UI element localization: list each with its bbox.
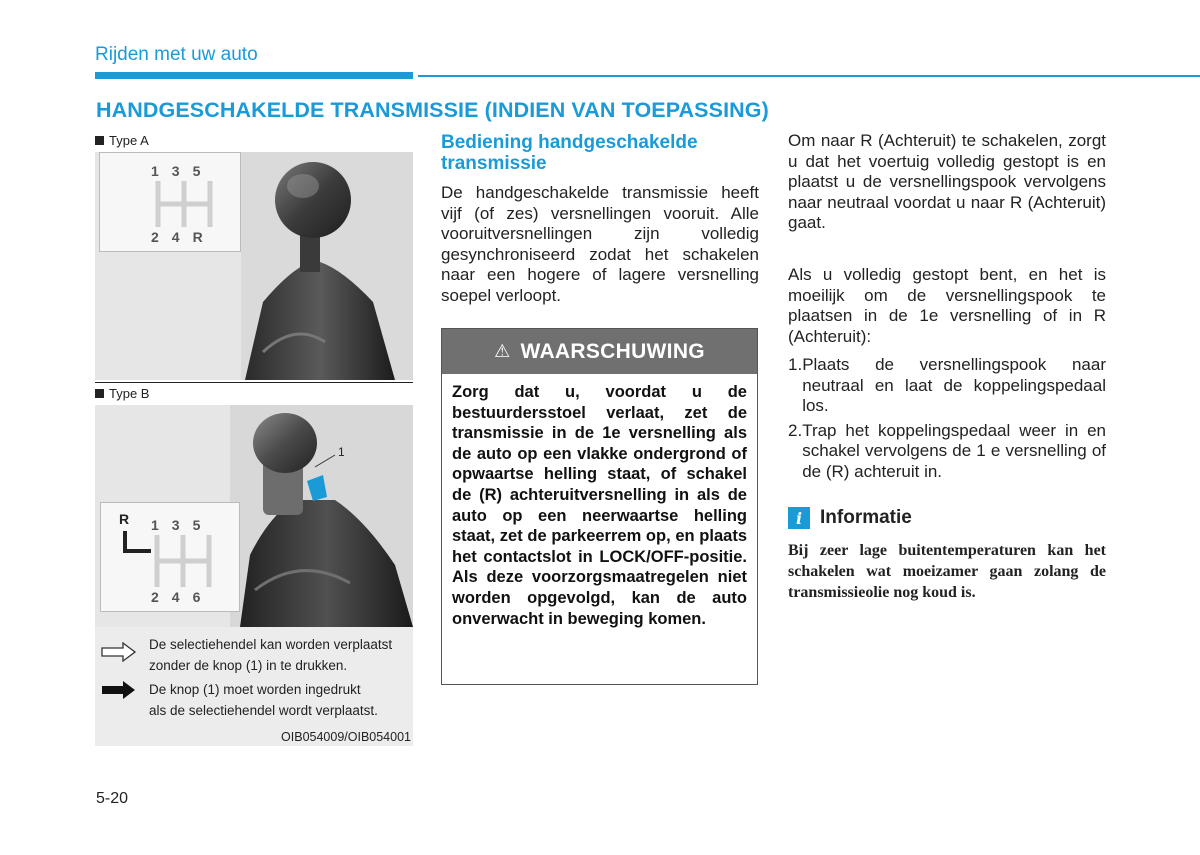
legend-text-outline: De selectiehendel kan worden verplaatst zonder de knop (1) in te drukken. bbox=[149, 637, 393, 673]
warning-text: Zorg dat u, voordat u de bestuurdersstoel verlaat, zet de transmissie in de 1e versnelling als de auto op een vlakke ondergrond of opwaartse helling staat, of schakel de (R) achteruitversnelling in als de auto op een neerwaartse helling staat, zet de parkeerrem op, en plaats het contactslot in LOCK/OFF-positie. Als deze voorzorgsmaatregelen niet worden opgevolgd, kan de auto onverwacht in beweging komen. bbox=[452, 383, 747, 628]
gear-label: 2 bbox=[151, 229, 172, 245]
header-rule-thin bbox=[418, 75, 1200, 77]
figure-label-type-a: Type A bbox=[95, 133, 149, 148]
info-text: Bij zeer lage buitentemperaturen kan het schakelen wat moeizamer gaan zolang de transmissieolie nog koud is. bbox=[788, 542, 1106, 601]
gear-label: 1 bbox=[151, 517, 172, 533]
figure-code: OIB054009/OIB054001 bbox=[281, 730, 411, 744]
page-title: HANDGESCHAKELDE TRANSMISSIE (INDIEN VAN TOEPASSING) bbox=[96, 98, 769, 122]
callout-label: 1 bbox=[338, 445, 345, 459]
gear-label: 1 bbox=[151, 163, 172, 179]
intro-paragraph: De handgeschakelde transmissie heeft vijf (of zes) versnellingen vooruit. Alle vooruitversnellingen zijn volledig gesynchroniseerd zodat het schakelen naar een hogere of lagere versnelling soepel verloopt. bbox=[441, 183, 759, 305]
page-number: 5-20 bbox=[96, 790, 129, 807]
header-rule-thick bbox=[95, 72, 413, 79]
gear-label: 2 bbox=[151, 589, 172, 605]
list-item: 1. Plaats de versnellingspook naar neutraal en laat de koppelingspedaal los. bbox=[788, 355, 1106, 415]
stuck-gear-paragraph: Als u volledig gestopt bent, en het is moeilijk om de versnellingspook te plaatsen in de 1e versnelling of in R (Achteruit): bbox=[788, 265, 1106, 346]
subsection-heading: Bediening handgeschakelde transmissie bbox=[441, 132, 698, 174]
gear-label: 5 bbox=[192, 517, 214, 533]
gear-label: 3 bbox=[171, 517, 193, 533]
shift-pattern-b bbox=[100, 502, 240, 612]
info-heading: i Informatie bbox=[788, 507, 912, 529]
gear-label: R bbox=[192, 229, 216, 245]
figure-legend bbox=[95, 627, 413, 746]
list-item: 2. Trap het koppelingspedaal weer in en schakel vervolgens de 1 e versnelling of de (R) achteruit in. bbox=[788, 420, 1106, 481]
figure-divider bbox=[95, 382, 413, 383]
gear-label: 5 bbox=[192, 163, 214, 179]
gear-label: 4 bbox=[171, 229, 193, 245]
outline-arrow-icon bbox=[101, 642, 137, 662]
solid-arrow-icon bbox=[101, 680, 137, 700]
steps-list bbox=[788, 355, 1106, 482]
info-icon: i bbox=[788, 507, 810, 529]
shift-pattern-a bbox=[99, 152, 241, 252]
warning-header: ⚠ WAARSCHUWING bbox=[442, 329, 757, 374]
gear-label: 6 bbox=[192, 589, 214, 605]
figure-type-a bbox=[95, 152, 413, 380]
reverse-paragraph: Om naar R (Achteruit) te schakelen, zorgt u dat het voertuig volledig gestopt is en plaatst u de versnellingspook vervolgens naar neutraal voordat u naar R (Achteruit) gaat. bbox=[788, 131, 1106, 232]
figure-label-type-b: Type B bbox=[95, 386, 149, 401]
warning-icon: ⚠ bbox=[494, 341, 511, 361]
warning-box bbox=[441, 328, 758, 685]
figure-type-b bbox=[95, 405, 413, 627]
gear-label: 3 bbox=[171, 163, 193, 179]
section-title: Rijden met uw auto bbox=[95, 44, 258, 65]
legend-text-solid: De knop (1) moet worden ingedrukt als de selectiehendel wordt verplaatst. bbox=[149, 682, 378, 718]
gear-label-reverse: R bbox=[119, 511, 130, 527]
gear-label: 4 bbox=[171, 589, 193, 605]
